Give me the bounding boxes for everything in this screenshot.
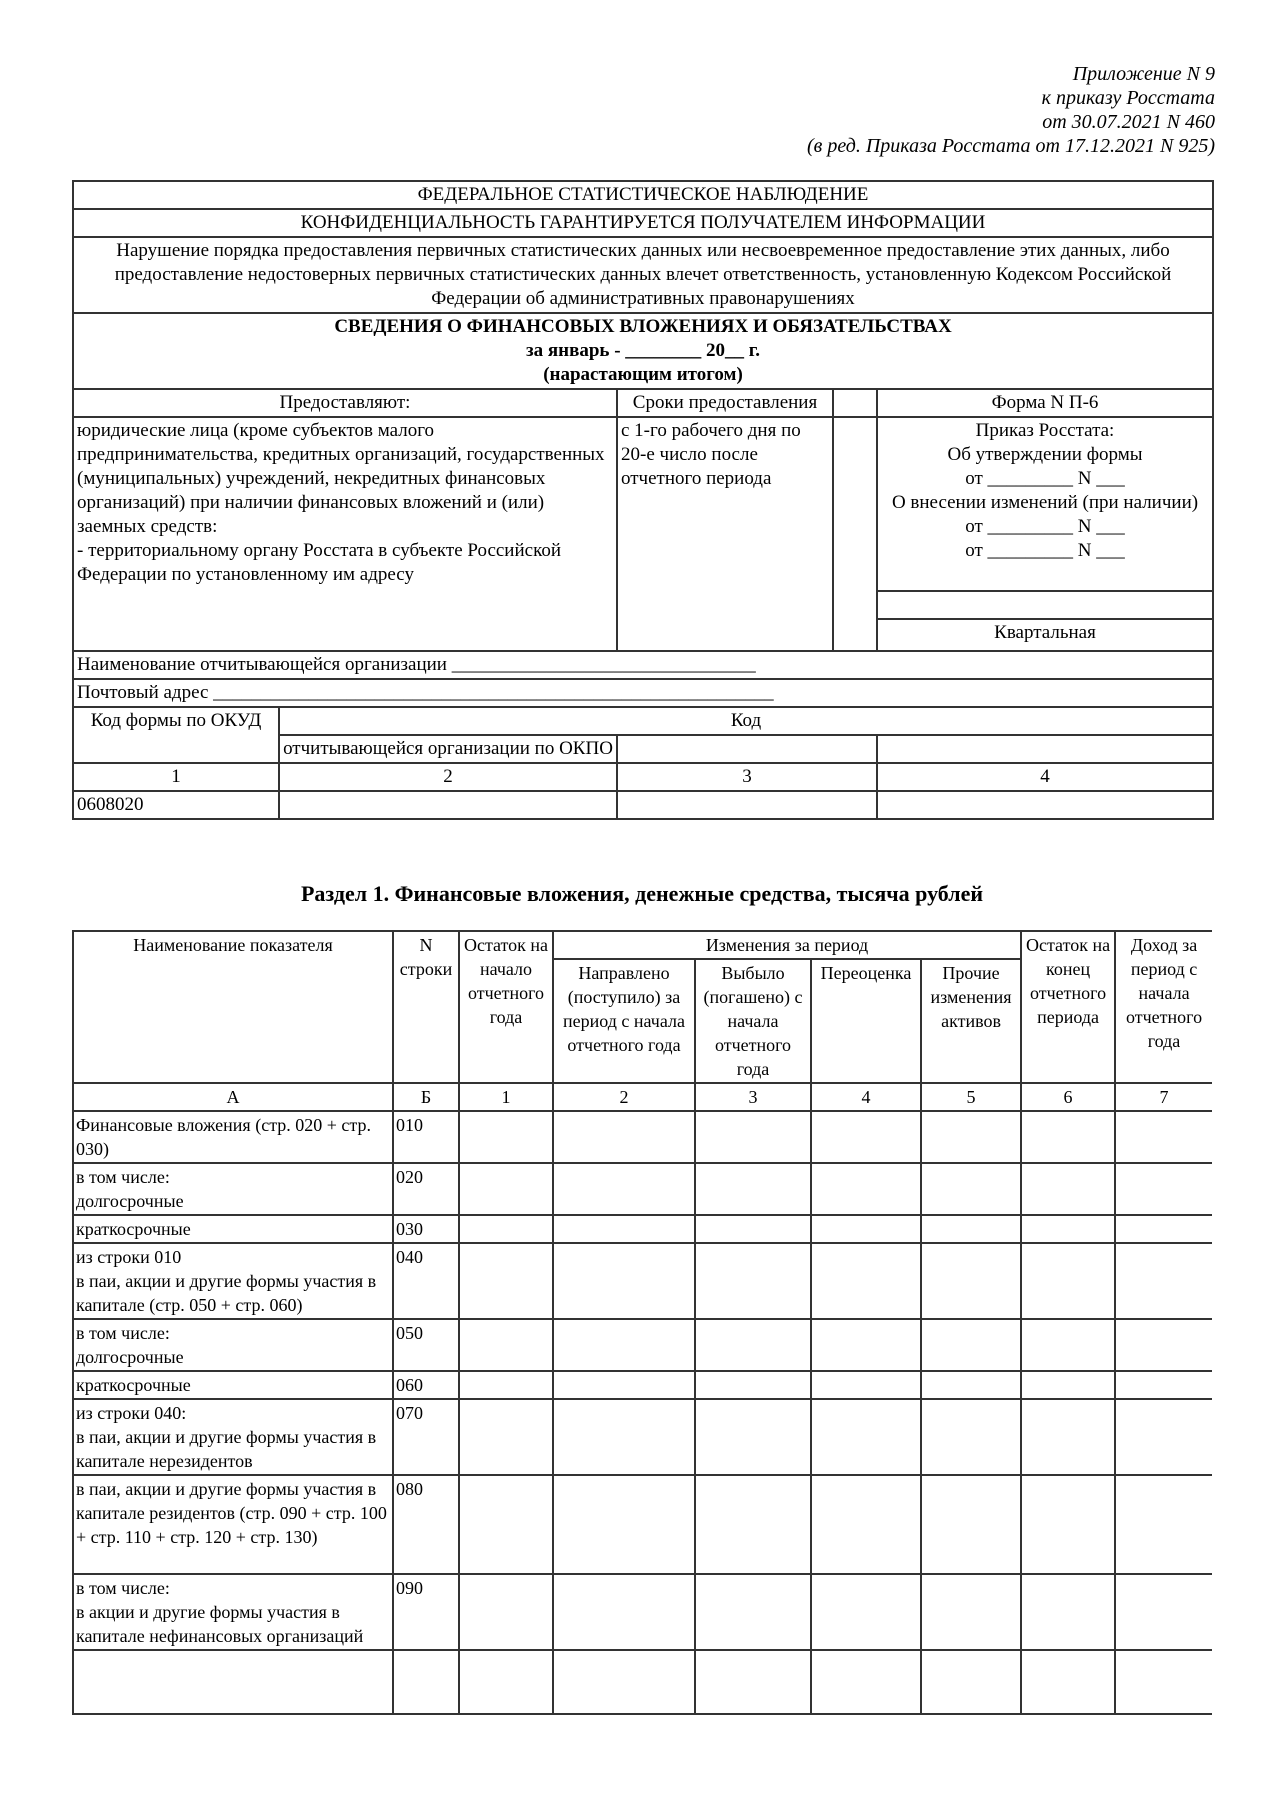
frequency-label: Квартальная — [877, 619, 1213, 651]
row-code: 020 — [393, 1163, 459, 1215]
code-col-3: 3 — [617, 763, 877, 791]
row-code: 010 — [393, 1111, 459, 1163]
value-cell[interactable] — [921, 1215, 1021, 1243]
value-cell[interactable] — [553, 1650, 695, 1714]
form-number: Форма N П-6 — [877, 389, 1213, 417]
code-col-4: 4 — [877, 763, 1213, 791]
value-cell[interactable] — [553, 1399, 695, 1475]
value-cell[interactable] — [1115, 1319, 1212, 1371]
okud-label: Код формы по ОКУД — [73, 707, 279, 763]
code-col-1: 1 — [73, 763, 279, 791]
value-cell[interactable] — [459, 1243, 553, 1319]
column-number-row — [73, 1083, 1212, 1111]
value-cell[interactable] — [695, 1243, 811, 1319]
value-cell[interactable] — [459, 1399, 553, 1475]
form-header-table — [72, 180, 1214, 820]
code-col4-header-blank — [877, 735, 1213, 763]
value-cell[interactable] — [921, 1319, 1021, 1371]
value-cell[interactable] — [811, 1475, 921, 1574]
column-number-2: 1 — [459, 1083, 553, 1111]
column-number-0: А — [73, 1083, 393, 1111]
table-row — [73, 1243, 1212, 1319]
value-cell[interactable] — [921, 1574, 1021, 1650]
column-number-4: 3 — [695, 1083, 811, 1111]
value-cell[interactable] — [553, 1475, 695, 1574]
submitters-header: Предоставляют: — [73, 389, 617, 417]
code-col-2: 2 — [279, 763, 617, 791]
appendix-line-1: Приложение N 9 — [1072, 63, 1215, 85]
value-cell[interactable] — [553, 1111, 695, 1163]
col-changes-header: Изменения за период — [553, 931, 1021, 959]
value-cell[interactable] — [921, 1475, 1021, 1574]
col-retired-header: Выбыло (погашено) с начала отчетного года — [695, 959, 811, 1083]
value-cell[interactable] — [459, 1371, 553, 1399]
table-row — [73, 1399, 1212, 1475]
section-1-table — [72, 930, 1212, 1715]
value-cell[interactable] — [459, 1163, 553, 1215]
column-number-1: Б — [393, 1083, 459, 1111]
row-label: в том числе: долгосрочные — [73, 1319, 393, 1371]
col-other-header: Прочие изменения активов — [921, 959, 1021, 1083]
value-cell[interactable] — [459, 1215, 553, 1243]
value-cell[interactable] — [1115, 1574, 1212, 1650]
column-number-5: 4 — [811, 1083, 921, 1111]
deadline-text: с 1-го рабочего дня по 20-е число после отчетного периода — [617, 417, 833, 651]
value-cell[interactable] — [695, 1574, 811, 1650]
value-cell[interactable] — [1021, 1215, 1115, 1243]
confidentiality-label: КОНФИДЕНЦИАЛЬНОСТЬ ГАРАНТИРУЕТСЯ ПОЛУЧАТЕЛЕМ ИНФОРМАЦИИ — [73, 209, 1213, 237]
col-opening-header: Остаток на начало отчетного года — [459, 931, 553, 1083]
row-label: краткосрочные — [73, 1215, 393, 1243]
value-cell[interactable] — [1115, 1475, 1212, 1574]
row-label — [73, 1650, 393, 1714]
value-cell[interactable] — [459, 1650, 553, 1714]
deadline-header: Сроки предоставления — [617, 389, 833, 417]
value-cell[interactable] — [459, 1574, 553, 1650]
table-row — [73, 1650, 1212, 1714]
value-cell[interactable] — [553, 1574, 695, 1650]
code-label: Код — [279, 707, 1213, 735]
column-number-6: 5 — [921, 1083, 1021, 1111]
value-cell[interactable] — [811, 1650, 921, 1714]
value-cell[interactable] — [459, 1111, 553, 1163]
value-cell[interactable] — [811, 1319, 921, 1371]
value-cell[interactable] — [1115, 1371, 1212, 1399]
table-row — [73, 1319, 1212, 1371]
federal-observation-label: ФЕДЕРАЛЬНОЕ СТАТИСТИЧЕСКОЕ НАБЛЮДЕНИЕ — [73, 181, 1213, 209]
submitters-text: юридические лица (кроме субъектов малого предпринимательства, кредитных организаций, государственных (муниципальных) учреждений, некредитных финансовых организаций) при наличии финансовых вложений и (или) заемных средств: - территориальному органу Росстата в субъекте Российской Федерации по установленному им адресу — [73, 417, 617, 651]
row-code: 060 — [393, 1371, 459, 1399]
value-cell[interactable] — [811, 1111, 921, 1163]
col-revaluation-header: Переоценка — [811, 959, 921, 1083]
row-code: 050 — [393, 1319, 459, 1371]
section-1-viewport — [72, 930, 1212, 1790]
table-row — [73, 1574, 1212, 1650]
okud-value: 0608020 — [73, 791, 279, 819]
value-cell[interactable] — [811, 1215, 921, 1243]
value-cell[interactable] — [553, 1371, 695, 1399]
value-cell[interactable] — [459, 1319, 553, 1371]
blank-body-cell — [833, 417, 877, 651]
section-1-body — [73, 1111, 1212, 1714]
form-title: СВЕДЕНИЯ О ФИНАНСОВЫХ ВЛОЖЕНИЯХ И ОБЯЗАТЕЛЬСТВАХ — [334, 316, 952, 337]
value-cell[interactable] — [695, 1371, 811, 1399]
appendix-line-3: от 30.07.2021 N 460 — [1042, 111, 1215, 133]
section-1-title: Раздел 1. Финансовые вложения, денежные средства, тысяча рублей — [300, 881, 984, 906]
order-date-1: от _________ N ___ — [965, 468, 1125, 489]
value-cell[interactable] — [1115, 1215, 1212, 1243]
value-cell[interactable] — [1021, 1319, 1115, 1371]
value-cell[interactable] — [1115, 1399, 1212, 1475]
value-cell[interactable] — [1115, 1111, 1212, 1163]
value-cell[interactable] — [553, 1243, 695, 1319]
value-cell[interactable] — [1021, 1399, 1115, 1475]
order-date-2: от _________ N ___ — [965, 516, 1125, 537]
value-cell[interactable] — [695, 1475, 811, 1574]
appendix-line-2: к приказу Росстата — [1041, 87, 1215, 109]
form-title-block — [73, 313, 1213, 389]
violation-notice: Нарушение порядка предоставления первичных статистических данных или несвоевременное предоставление этих данных, либо предоставление недостоверных первичных статистических данных влечет ответственность, установленную Кодексом Российской Федерации об административных правонарушениях — [73, 237, 1213, 313]
value-cell[interactable] — [1021, 1243, 1115, 1319]
value-cell[interactable] — [695, 1319, 811, 1371]
value-cell[interactable] — [1115, 1243, 1212, 1319]
col-income-header: Доход за период с начала отчетного года — [1115, 931, 1212, 1083]
value-cell[interactable] — [921, 1650, 1021, 1714]
table-row — [73, 1111, 1212, 1163]
value-cell[interactable] — [811, 1399, 921, 1475]
value-cell[interactable] — [695, 1650, 811, 1714]
row-code: 080 — [393, 1475, 459, 1574]
row-label: краткосрочные — [73, 1371, 393, 1399]
order-title: Приказ Росстата: — [975, 420, 1115, 441]
value-cell[interactable] — [811, 1371, 921, 1399]
blank-order-row — [877, 591, 1213, 619]
value-cell[interactable] — [695, 1399, 811, 1475]
appendix-note — [807, 62, 1215, 158]
order-date-3: от _________ N ___ — [965, 540, 1125, 561]
value-cell[interactable] — [811, 1574, 921, 1650]
row-label: из строки 040: в паи, акции и другие формы участия в капитале нерезидентов — [73, 1399, 393, 1475]
value-cell[interactable] — [921, 1243, 1021, 1319]
row-label: из строки 010 в паи, акции и другие формы участия в капитале (стр. 050 + стр. 060) — [73, 1243, 393, 1319]
table-row — [73, 1215, 1212, 1243]
value-cell[interactable] — [553, 1319, 695, 1371]
col-line-header: N строки — [393, 931, 459, 1083]
row-code: 030 — [393, 1215, 459, 1243]
row-label: в паи, акции и другие формы участия в капитале резидентов (стр. 090 + стр. 100 + стр. 110 + стр. 120 + стр. 130) — [73, 1475, 393, 1574]
column-number-3: 2 — [553, 1083, 695, 1111]
column-number-8: 7 — [1115, 1083, 1212, 1111]
value-cell[interactable] — [695, 1215, 811, 1243]
value-cell[interactable] — [1115, 1650, 1212, 1714]
okpo-label: отчитывающейся организации по ОКПО — [279, 735, 617, 763]
value-cell[interactable] — [1021, 1371, 1115, 1399]
row-label: в том числе: долгосрочные — [73, 1163, 393, 1215]
okpo-input[interactable] — [279, 791, 617, 819]
table-row — [73, 1475, 1212, 1574]
value-cell[interactable] — [459, 1475, 553, 1574]
column-number-7: 6 — [1021, 1083, 1115, 1111]
value-cell[interactable] — [811, 1163, 921, 1215]
value-cell[interactable] — [1021, 1574, 1115, 1650]
row-code: 090 — [393, 1574, 459, 1650]
org-name-field[interactable]: Наименование отчитывающейся организации ________________________________ — [73, 651, 1213, 679]
table-row — [73, 1163, 1212, 1215]
appendix-line-4: (в ред. Приказа Росстата от 17.12.2021 N 925) — [806, 135, 1215, 157]
row-code: 070 — [393, 1399, 459, 1475]
form-cumulative: (нарастающим итогом) — [543, 364, 743, 385]
postal-address-field[interactable]: Почтовый адрес ___________________________________________________________ — [73, 679, 1213, 707]
value-cell[interactable] — [1021, 1650, 1115, 1714]
row-label: в том числе: в акции и другие формы участия в капитале нефинансовых организаций — [73, 1574, 393, 1650]
blank-header-cell — [833, 389, 877, 417]
code-col3-header-blank — [617, 735, 877, 763]
value-cell[interactable] — [921, 1371, 1021, 1399]
value-cell[interactable] — [553, 1163, 695, 1215]
value-cell[interactable] — [1115, 1163, 1212, 1215]
table-row — [73, 1371, 1212, 1399]
code-4-input[interactable] — [877, 791, 1213, 819]
value-cell[interactable] — [695, 1111, 811, 1163]
col-directed-header: Направлено (поступило) за период с начала отчетного года — [553, 959, 695, 1083]
value-cell[interactable] — [695, 1163, 811, 1215]
order-changes: О внесении изменений (при наличии) — [891, 492, 1199, 513]
value-cell[interactable] — [1021, 1475, 1115, 1574]
value-cell[interactable] — [553, 1215, 695, 1243]
value-cell[interactable] — [1021, 1163, 1115, 1215]
row-label: Финансовые вложения (стр. 020 + стр. 030) — [73, 1111, 393, 1163]
value-cell[interactable] — [811, 1243, 921, 1319]
col-name-header: Наименование показателя — [73, 931, 393, 1083]
value-cell[interactable] — [1021, 1111, 1115, 1163]
value-cell[interactable] — [921, 1163, 1021, 1215]
row-code: 040 — [393, 1243, 459, 1319]
value-cell[interactable] — [921, 1399, 1021, 1475]
order-approve: Об утверждении формы — [947, 444, 1143, 465]
order-block — [877, 417, 1213, 591]
code-3-input[interactable] — [617, 791, 877, 819]
form-period: за январь - ________ 20__ г. — [525, 340, 761, 361]
value-cell[interactable] — [921, 1111, 1021, 1163]
col-closing-header: Остаток на конец отчетного периода — [1021, 931, 1115, 1083]
row-code — [393, 1650, 459, 1714]
